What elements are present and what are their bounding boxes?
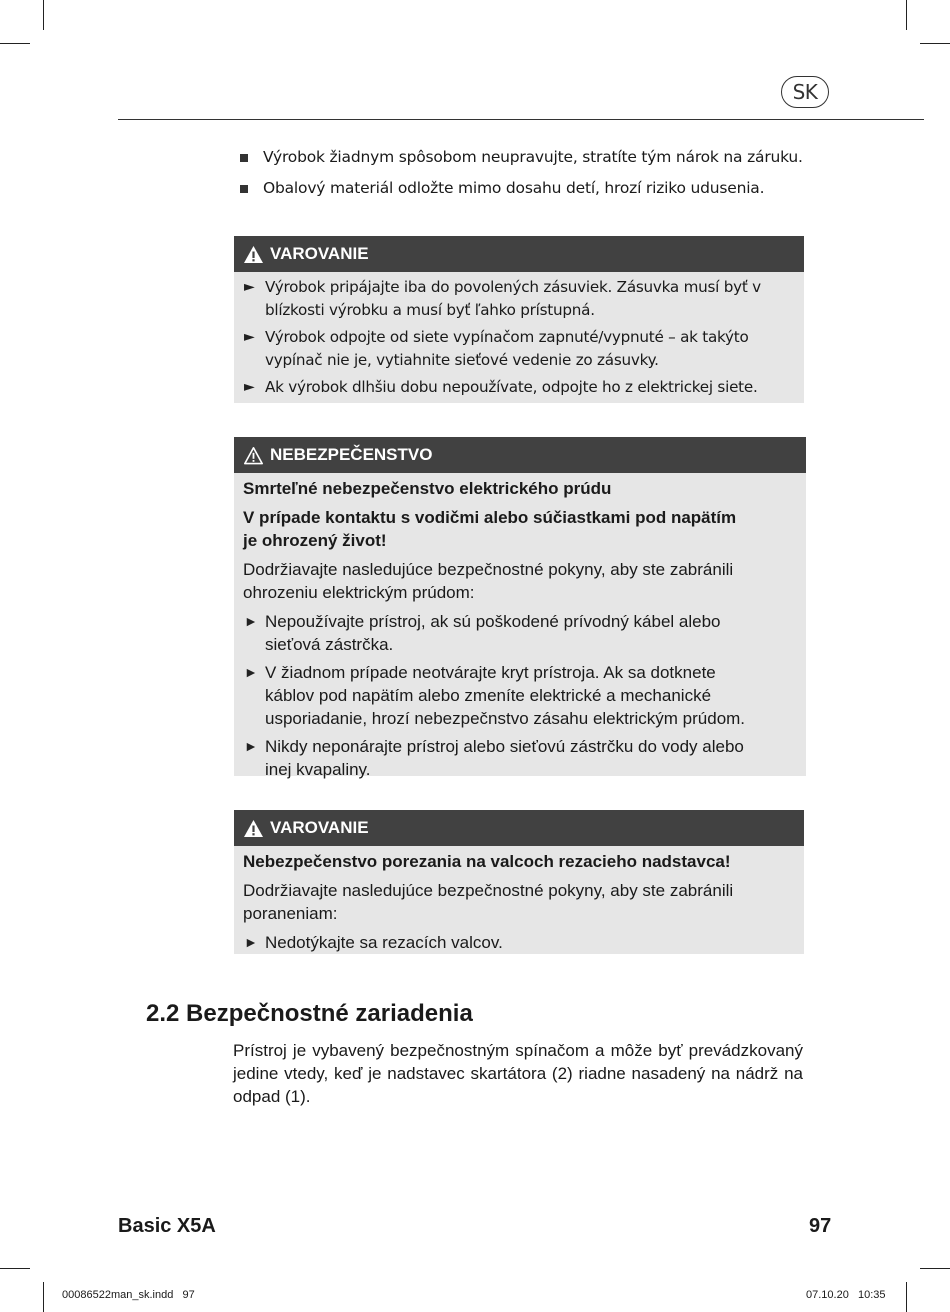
item-line: káblov pod napätím alebo zmeníte elektrické a mechanické [265, 686, 712, 705]
warning-box [234, 236, 804, 403]
warning-outline-icon [243, 446, 264, 465]
page-number: 97 [809, 1215, 832, 1237]
list-item [243, 376, 794, 399]
item-line: Výrobok pripájajte iba do povolených zásuviek. Zásuvka musí byť v [265, 278, 761, 296]
list-item [243, 276, 794, 322]
print-slug-date: 07.10.20 10:35 [806, 1289, 886, 1301]
list-item [243, 735, 796, 781]
warning-filled-icon [243, 819, 264, 838]
item-line: inej kvapaliny. [265, 760, 371, 779]
box-heading: NEBEZPEČENSTVO [270, 445, 433, 464]
crop-mark [906, 0, 907, 30]
item-line: V žiadnom prípade neotvárajte kryt prístroja. Ak sa dotknete [265, 663, 716, 682]
arrow-right-icon: ► [244, 664, 258, 680]
section-body: Prístroj je vybavený bezpečnostným spínačom a môže byť prevádzkovaný jedine vtedy, keď je nadstavec skartátora (2) riadne nasadený na nádrž na odpad (1). [233, 1041, 803, 1106]
arrow-right-icon: ► [244, 738, 258, 754]
crop-mark [0, 1268, 30, 1269]
warning-header [234, 810, 804, 846]
danger-title: Smrteľné nebezpečenstvo elektrického prúdu [243, 479, 612, 498]
list-item [243, 931, 794, 954]
danger-header [234, 437, 806, 473]
section-title: 2.2 Bezpečnostné zariadenia [146, 1000, 473, 1027]
product-name: Basic X5A [118, 1215, 216, 1237]
item-line: Nedotýkajte sa rezacích valcov. [265, 933, 503, 952]
item-line: usporiadanie, hrozí nebezpečnstvo zásahu elektrickým prúdom. [265, 709, 746, 728]
bullet-square-icon [240, 154, 248, 162]
warning-filled-icon [243, 245, 264, 264]
box-heading: VAROVANIE [270, 244, 369, 263]
crop-mark [920, 1268, 950, 1269]
item-line: Nikdy neponárajte prístroj alebo sieťovú zástrčku do vody alebo [265, 737, 744, 756]
item-line: Výrobok odpojte od siete vypínačom zapnuté/vypnuté – ak takýto [265, 328, 749, 346]
crop-mark [43, 1282, 44, 1312]
item-line: blízkosti výrobku a musí byť ľahko prístupná. [265, 301, 595, 319]
list-item [243, 610, 796, 656]
bullet-list [240, 145, 820, 207]
arrow-right-icon: ► [244, 329, 255, 345]
item-line: vypínač nie je, vytiahnite sieťové vedenie zo zásuvky. [265, 351, 659, 369]
item-line: sieťová zástrčka. [265, 635, 394, 654]
list-item [243, 326, 794, 372]
box-heading: VAROVANIE [270, 818, 369, 837]
list-item [240, 176, 820, 200]
crop-mark [43, 0, 44, 30]
box-body [234, 272, 804, 409]
danger-subtitle: V prípade kontaktu s vodičmi alebo súčiastkami pod napätím je ohrozený život! [243, 508, 737, 550]
header-rule [118, 119, 924, 120]
arrow-right-icon: ► [244, 379, 255, 395]
instruction-text: Dodržiavajte nasledujúce bezpečnostné pokyny, aby ste zabránili ohrozeniu elektrickým prúdom: [243, 560, 734, 602]
bullet-text: Obalový materiál odložte mimo dosahu detí, hrozí riziko udusenia. [263, 179, 765, 197]
danger-box [234, 437, 806, 779]
list-item [240, 145, 820, 169]
bullet-text: Výrobok žiadnym spôsobom neupravujte, stratíte tým nárok na záruku. [263, 148, 803, 166]
print-slug-file: 00086522man_sk.indd 97 [62, 1289, 195, 1301]
crop-mark [0, 43, 30, 44]
language-badge: SK [781, 76, 829, 108]
arrow-right-icon: ► [244, 613, 258, 629]
item-line: Ak výrobok dlhšiu dobu nepoužívate, odpojte ho z elektrickej siete. [265, 378, 758, 396]
instruction-text: Dodržiavajte nasledujúce bezpečnostné pokyny, aby ste zabránili poraneniam: [243, 881, 734, 923]
arrow-right-icon: ► [244, 279, 255, 295]
list-item [243, 661, 796, 730]
box-body [234, 846, 804, 965]
box-body [234, 473, 806, 792]
crop-mark [906, 1282, 907, 1312]
warning-box [234, 810, 804, 954]
warning-title: Nebezpečenstvo porezania na valcoch rezacieho nadstavca! [243, 852, 731, 871]
arrow-right-icon: ► [244, 934, 258, 950]
warning-header [234, 236, 804, 272]
crop-mark [920, 43, 950, 44]
bullet-square-icon [240, 185, 248, 193]
item-line: Nepoužívajte prístroj, ak sú poškodené prívodný kábel alebo [265, 612, 721, 631]
